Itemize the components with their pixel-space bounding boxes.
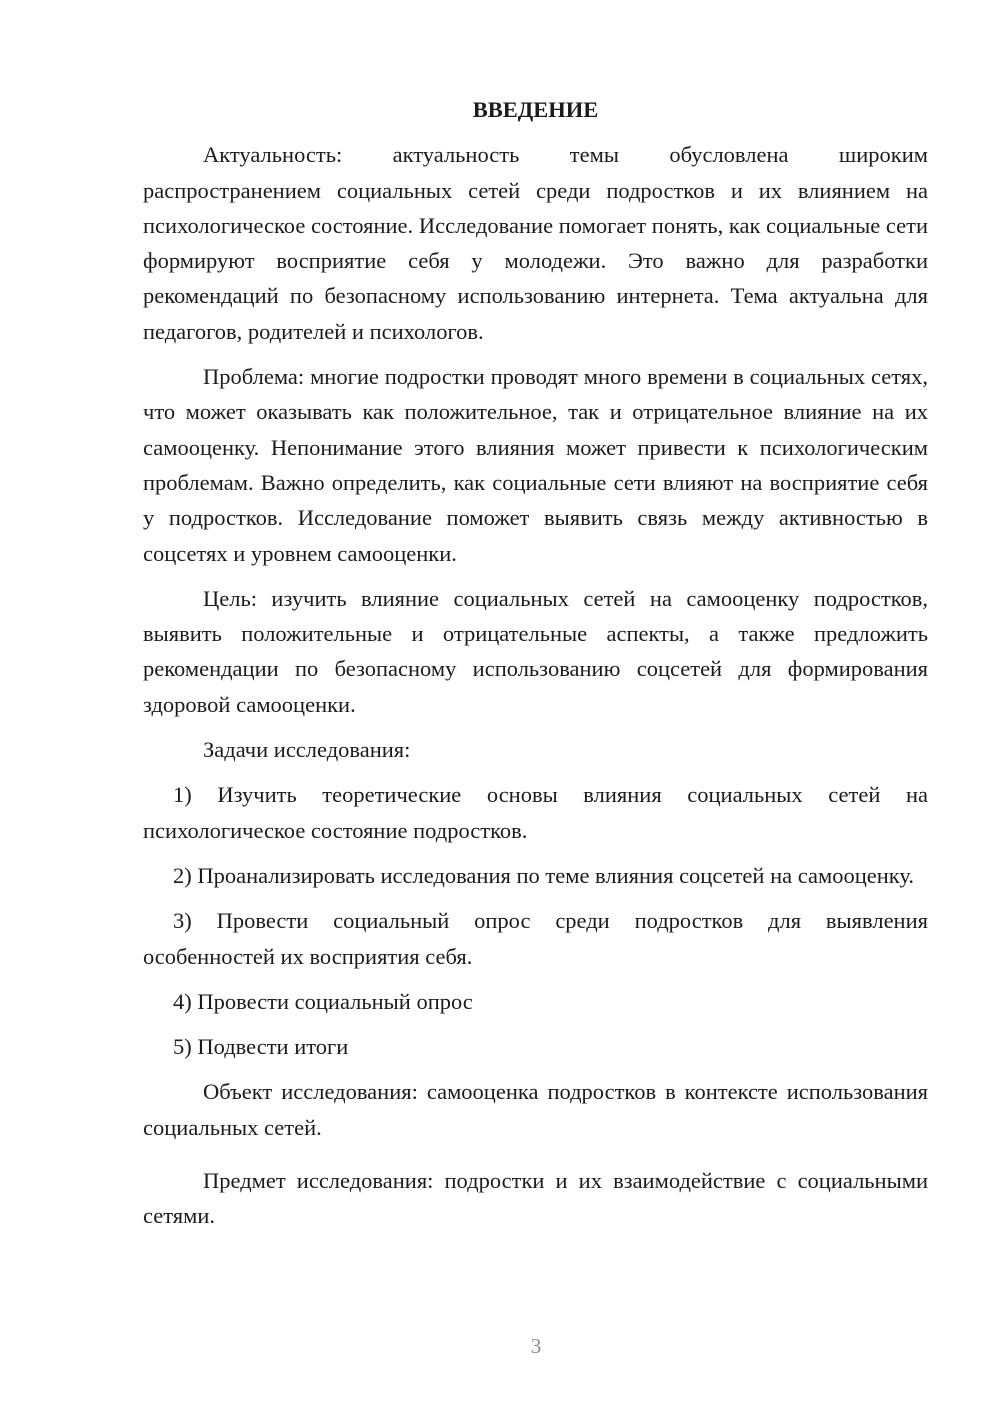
task-item-4: 4) Провести социальный опрос [173,988,473,1014]
task-item-3: 3) Провести социальный опрос среди подростков для выявления особенностей их восприятия себя. [143,908,928,969]
relevance-paragraph: Актуальность: актуальность темы обусловлена широким распространением социальных сетей среди подростков и их влиянием на психологическое состояние. Исследование помогает понять, как социальные сети формируют восприятие себя у молодежи. Это важно для разработки рекомендаций по безопасному использованию интернета. Тема актуальна для педагогов, родителей и психологов. [143,142,928,344]
tasks-title: Задачи исследования: [203,737,411,763]
task-item-1: 1) Изучить теоретические основы влияния социальных сетей на психологическое состояние подростков. [143,782,928,843]
section-heading: ВВЕДЕНИЕ [472,97,599,122]
page-number: 3 [530,1334,542,1358]
goal-paragraph: Цель: изучить влияние социальных сетей на самооценку подростков, выявить положительные и отрицательные аспекты, а также предложить рекомендации по безопасному использованию соцсетей для формирования здоровой самооценки. [143,585,928,717]
document-body [143,92,928,1244]
subject-paragraph: Предмет исследования: подростки и их взаимодействие с социальными сетями. [143,1168,928,1229]
task-item-2: 2) Проанализировать исследования по теме влияния соцсетей на самооценку. [173,862,915,888]
task-item-5: 5) Подвести итоги [173,1034,349,1060]
object-paragraph: Объект исследования: самооценка подростков в контексте использования социальных сетей. [143,1079,928,1140]
problem-paragraph: Проблема: многие подростки проводят много времени в социальных сетях, что может оказывать как положительное, так и отрицательное влияние на их самооценку. Непонимание этого влияния может привести к психологическим проблемам. Важно определить, как социальные сети влияют на восприятие себя у подростков. Исследование поможет выявить связь между активностью в соцсетях и уровнем самооценки. [143,364,928,566]
